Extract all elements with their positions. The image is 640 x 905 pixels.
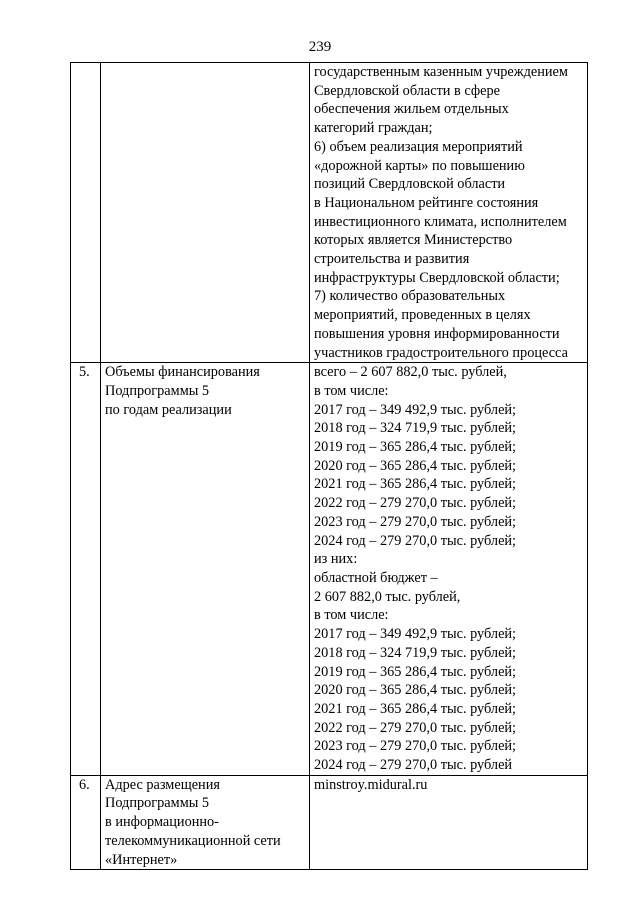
table-row [71,775,588,870]
row-number [71,63,101,363]
text-line: «Интернет» [105,851,178,868]
text-line: инфраструктуры Свердловской области; [314,269,560,286]
text-line: Объемы финансирования [105,364,260,381]
document-table [70,62,588,870]
text-line: 2017 год – 349 492,9 тыс. рублей; [314,401,517,418]
text-line: всего – 2 607 882,0 тыс. рублей, [314,364,507,381]
row-name-cell [101,363,310,775]
text-line: обеспечения жильем отдельных [314,101,509,118]
text-line: 2023 год – 279 270,0 тыс. рублей; [314,738,517,755]
text-line: Подпрограммы 5 [105,382,210,399]
text-line: 2017 год – 349 492,9 тыс. рублей; [314,626,517,643]
text-line: 2021 год – 365 286,4 тыс. рублей; [314,700,517,717]
text-line: 6) объем реализация мероприятий [314,138,523,155]
text-line: 2024 год – 279 270,0 тыс. рублей; [314,532,517,549]
text-line: строительства и развития [314,251,470,268]
row-name-cell [101,775,310,870]
row-value-cell [310,363,588,775]
text-line: областной бюджет – [314,569,438,586]
text-line: Адрес размещения [105,776,220,793]
text-line: 2018 год – 324 719,9 тыс. рублей; [314,644,517,661]
website-link-text: minstroy.midural.ru [314,776,428,793]
text-line: в том числе: [314,382,389,399]
text-line: по годам реализации [105,401,232,418]
text-line: 2022 год – 279 270,0 тыс. рублей; [314,495,517,512]
text-line: 2021 год – 365 286,4 тыс. рублей; [314,476,517,493]
text-line: 2020 год – 365 286,4 тыс. рублей; [314,682,517,699]
row-number: 6. [71,775,101,870]
row-number: 5. [71,363,101,775]
text-line: позиций Свердловской области [314,176,506,193]
text-line: 2019 год – 365 286,4 тыс. рублей; [314,663,517,680]
text-line: в Национальном рейтинге состояния [314,194,539,211]
text-line: категорий граждан; [314,120,433,137]
row-name-cell [101,63,310,363]
text-line: Подпрограммы 5 [105,795,210,812]
row-value-cell [310,775,588,870]
table-row [71,63,588,363]
text-line: 2020 год – 365 286,4 тыс. рублей; [314,457,517,474]
text-line: 2018 год – 324 719,9 тыс. рублей; [314,420,517,437]
text-line: Свердловской области в сфере [314,82,500,99]
text-line: инвестиционного климата, исполнителем [314,213,567,230]
page-number: 239 [308,39,332,55]
text-line: 2 607 882,0 тыс. рублей, [314,588,461,605]
text-line: 2022 год – 279 270,0 тыс. рублей; [314,719,517,736]
table-row [71,363,588,775]
text-line: которых является Министерство [314,232,513,249]
text-line: в информационно- [105,814,219,831]
row-value-cell [310,63,588,363]
text-line: в том числе: [314,607,389,624]
text-line: повышения уровня информированности [314,325,560,342]
text-line: телекоммуникационной сети [105,832,281,849]
text-line: мероприятий, проведенных в целях [314,307,531,324]
text-line: 2024 год – 279 270,0 тыс. рублей [314,757,513,774]
text-line: 2023 год – 279 270,0 тыс. рублей; [314,513,517,530]
text-line: 7) количество образовательных [314,288,506,305]
text-line: 2019 год – 365 286,4 тыс. рублей; [314,439,517,456]
text-line: из них: [314,551,358,568]
text-line: участников градостроительного процесса [314,344,568,361]
text-line: государственным казенным учреждением [314,64,568,80]
text-line: «дорожной карты» по повышению [314,157,525,174]
